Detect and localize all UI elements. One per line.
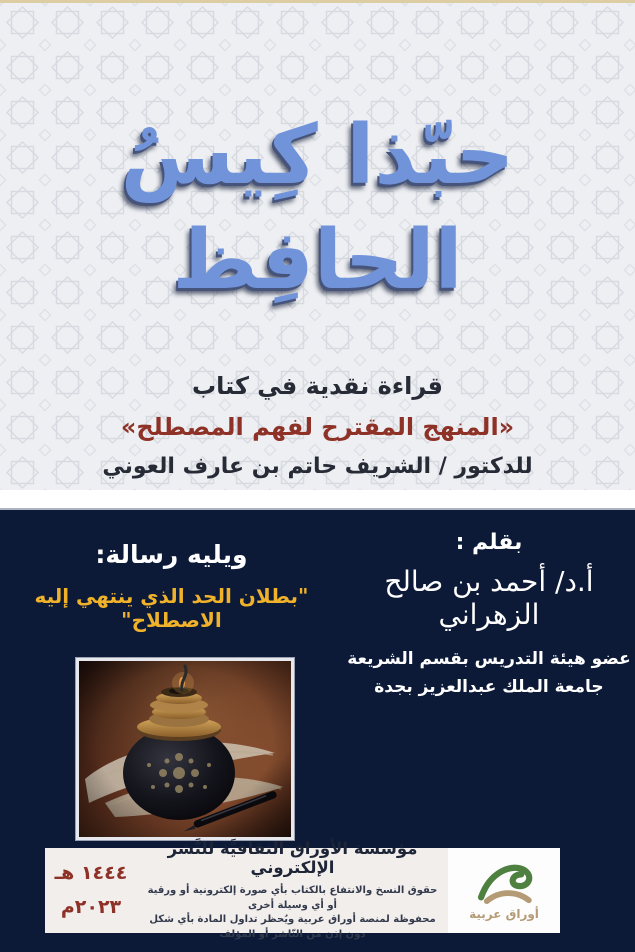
appendix-treatise-title: "بطلان الحد الذي ينتهي إليه الاصطلاح" <box>34 584 309 632</box>
page-title: حبّذا كِيسُ الحافِظ <box>120 108 515 308</box>
appendix-label: ويليه رسالة: <box>95 540 248 569</box>
reading-line: قراءة نقدية في كتاب <box>192 371 443 400</box>
inkwell-photo <box>76 658 294 840</box>
top-content <box>0 104 635 479</box>
cover-bottom-section <box>0 510 635 947</box>
author-column <box>343 524 635 840</box>
subtitle-block <box>0 372 635 479</box>
appendix-column <box>0 524 343 840</box>
inkwell-photo-illustration <box>79 661 291 837</box>
rights-line-2: محفوظة لمنصة أوراق عربية ويُحظر تداول المادة بأي شكل دون إذن من النّاشر أو المؤلف <box>149 914 436 940</box>
author-affiliation-2: جامعة الملك عبدالعزيز بجدة <box>374 677 604 697</box>
author-name: أ.د/ أحمد بن صالح الزهراني <box>384 565 594 631</box>
divider-strip <box>0 490 635 510</box>
publisher-text-block <box>137 839 448 940</box>
author-affiliation-1: عضو هيئة التدريس بقسم الشريعة <box>347 649 631 669</box>
publisher-name: مؤسسة الأوراق الثقافيَّة للنَّشر الإلكتروني <box>167 839 418 877</box>
rights-line-1: حقوق النسخ والانتفاع بالكتاب بأي صورة إلكترونية أو ورقية أو أي وسيلة أخرى <box>147 885 438 911</box>
top-gold-line <box>0 0 635 3</box>
year-hijri: ١٤٤٤ هـ <box>54 862 128 885</box>
publisher-footer-bar <box>45 839 560 940</box>
publication-dates <box>45 848 137 933</box>
columns <box>0 510 635 840</box>
publisher-logo <box>448 848 560 933</box>
publisher-logo-text: أوراق عربية <box>469 906 539 921</box>
criticized-book-title: «المنهج المقترح لفهم المصطلح» <box>120 412 515 441</box>
year-gregorian: ٢٠٢٣م <box>60 895 122 918</box>
byline-label: بقلم : <box>455 530 523 555</box>
awraq-arabia-logo-icon <box>473 861 535 905</box>
criticized-book-author: للدكتور / الشريف حاتم بن عارف العوني <box>102 453 533 479</box>
